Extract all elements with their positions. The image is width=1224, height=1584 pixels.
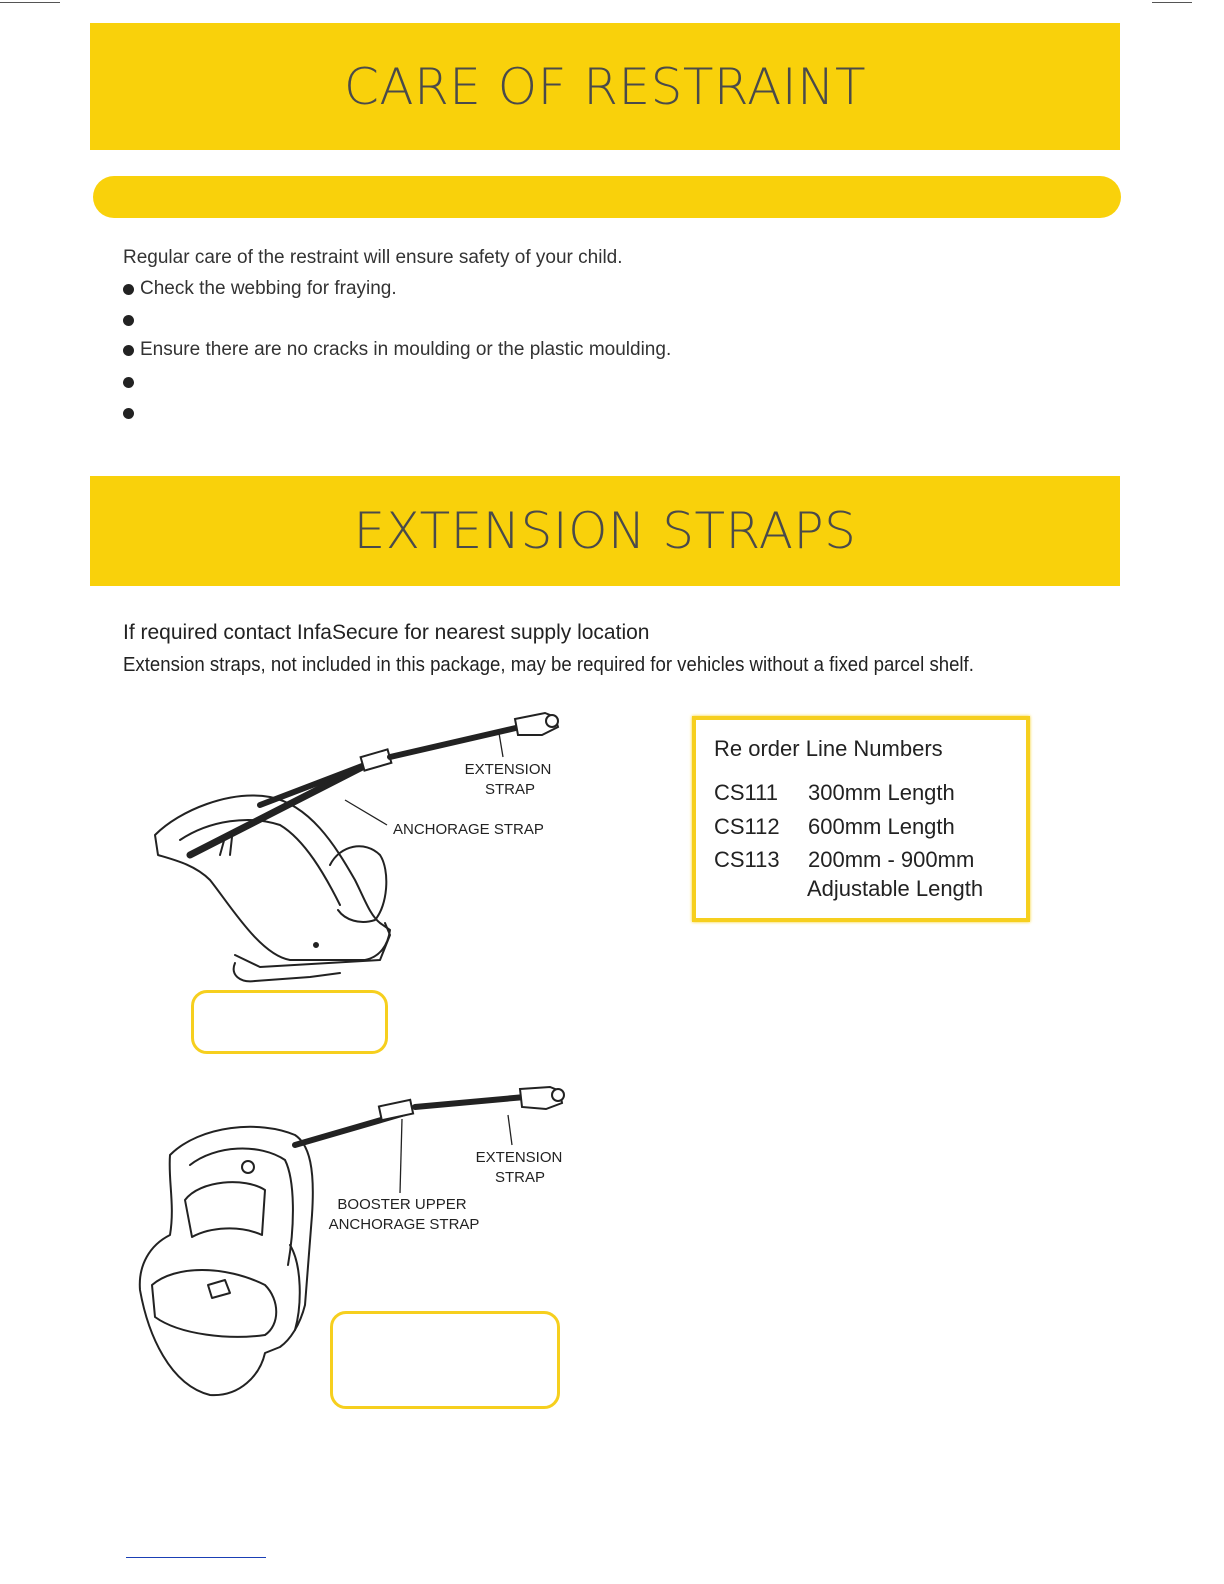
extension-note: Extension straps, not included in this package, may be required for vehicles without a fixed parcel shelf.: [123, 654, 974, 676]
bullet-dot-icon: [123, 315, 134, 326]
booster-side: [290, 1245, 300, 1330]
reorder-code: CS113: [714, 847, 780, 872]
label-booster-anchorage: ANCHORAGE STRAP: [328, 1216, 480, 1233]
reorder-box: [692, 716, 1030, 922]
booster-strap-adjuster: [379, 1100, 413, 1120]
leader-line-booster-extension: [508, 1115, 512, 1145]
reorder-row: [714, 780, 955, 806]
care-bullet-text: Check the webbing for fraying.: [140, 278, 397, 299]
extension-title: EXTENSION STRAPS: [353, 502, 857, 560]
leader-line-extension: [499, 733, 503, 757]
bullet-dot-icon: [123, 408, 134, 419]
bullet-dot-icon: [123, 345, 134, 356]
label-extension-strap: STRAP: [484, 781, 536, 798]
seat-pivot: [314, 943, 318, 947]
seat-back-cushion: [330, 846, 386, 922]
anchorage-strap-2: [260, 763, 370, 805]
reorder-row: [714, 814, 955, 840]
booster-extension-strap: [415, 1097, 525, 1107]
anchorage-strap: [190, 763, 370, 855]
anchor-hook-icon: [515, 713, 558, 735]
reorder-row: [714, 847, 974, 873]
care-bullet-1: [123, 278, 397, 300]
care-bullet-text: Ensure there are no cracks in moulding or the plastic moulding.: [140, 339, 672, 360]
leader-line-booster: [400, 1119, 402, 1193]
reorder-code: CS112: [714, 814, 780, 839]
bullet-dot-icon: [123, 284, 134, 295]
footer-link-underline: [126, 1557, 266, 1558]
seat-shell-outline: [155, 796, 390, 960]
label-booster-extension: EXTENSION: [475, 1149, 563, 1166]
callout-box-1: [191, 990, 388, 1054]
booster-buckle: [208, 1280, 230, 1298]
corner-mark-right: [1152, 2, 1192, 3]
care-title: CARE OF RESTRAINT: [343, 57, 867, 116]
reorder-code: CS111: [714, 780, 779, 805]
care-bullet-2: [123, 309, 140, 331]
reorder-desc: 600mm Length: [808, 814, 955, 839]
label-booster-upper: BOOSTER UPPER: [337, 1196, 467, 1213]
extension-lead: If required contact InfaSecure for nearest supply location: [123, 621, 650, 644]
care-bullet-3: [123, 339, 671, 361]
care-bullet-4: [123, 371, 140, 393]
label-extension: EXTENSION: [464, 761, 552, 778]
care-intro: Regular care of the restraint will ensure safety of your child.: [123, 247, 623, 268]
care-banner: [90, 23, 1120, 150]
callout-box-2: [330, 1311, 560, 1409]
booster-anchor-hook-icon: [520, 1087, 564, 1109]
care-bullet-5: [123, 402, 140, 424]
label-anchorage-strap: ANCHORAGE STRAP: [393, 821, 544, 838]
leader-line-anchorage: [345, 800, 387, 825]
bullet-dot-icon: [123, 377, 134, 388]
booster-emblem: [242, 1161, 254, 1173]
seat-shell-inner: [180, 820, 340, 905]
reorder-extra: Adjustable Length: [807, 876, 984, 901]
corner-mark-left: [0, 2, 60, 3]
extension-banner: [90, 476, 1120, 586]
strap-adjuster: [361, 749, 392, 770]
diagram-rear-facing-seat: [140, 705, 580, 995]
booster-headrest: [185, 1182, 265, 1237]
reorder-desc: 300mm Length: [808, 780, 955, 805]
booster-seat-cushion: [152, 1270, 276, 1337]
label-booster-extension-strap: STRAP: [494, 1169, 546, 1186]
reorder-desc: 200mm - 900mm: [808, 847, 975, 872]
care-subheading-bar: [93, 176, 1121, 218]
reorder-title: Re order Line Numbers: [714, 736, 943, 761]
